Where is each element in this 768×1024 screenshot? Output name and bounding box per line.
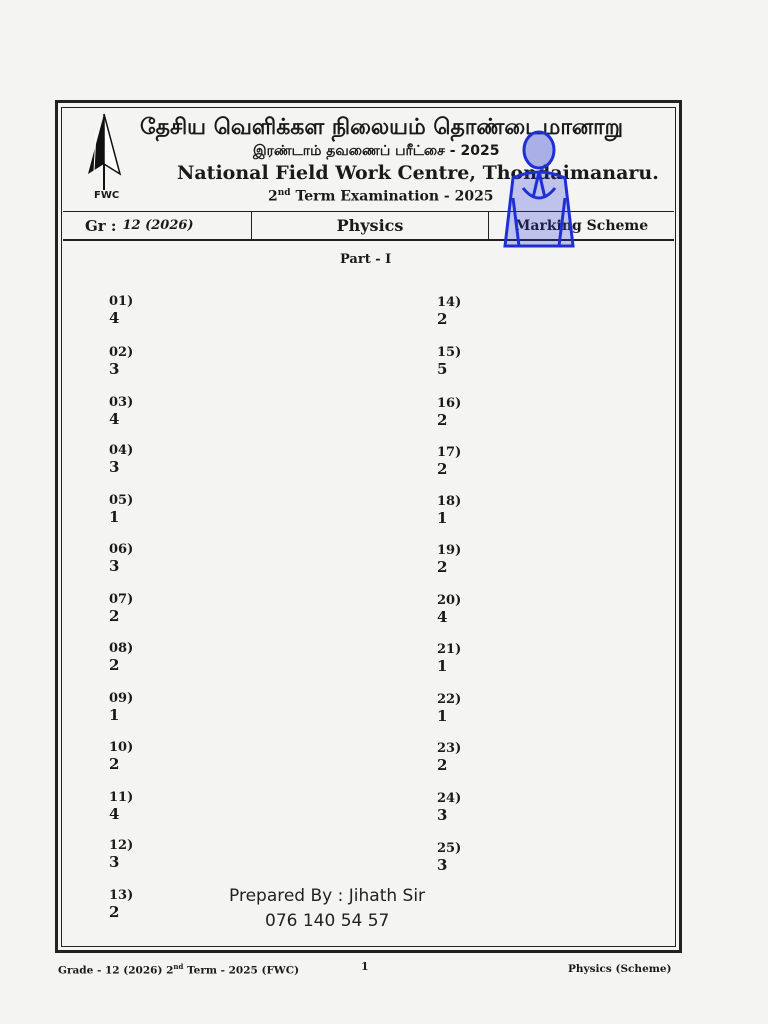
question-number: 16) xyxy=(437,396,462,411)
person-stamp xyxy=(493,128,583,248)
centre-title: National Field Work Centre, Thondaimanaru. xyxy=(177,162,659,184)
answer-row xyxy=(437,295,497,328)
answer-value: 3 xyxy=(437,856,448,874)
answer-value: 3 xyxy=(437,806,448,824)
answer-value: 3 xyxy=(109,458,120,476)
tamil-title: தேசிய வெளிக்கள நிலையம் தொண்டைமானாறு xyxy=(140,115,624,140)
answer-row xyxy=(109,740,169,773)
answer-row xyxy=(109,345,169,378)
answer-row xyxy=(437,494,497,527)
question-number: 03) xyxy=(109,395,134,410)
answer-value: 4 xyxy=(437,608,448,626)
question-number: 10) xyxy=(109,740,134,755)
answer-row xyxy=(437,642,497,675)
answer-value: 1 xyxy=(437,657,448,675)
answer-value: 1 xyxy=(437,509,448,527)
answer-row xyxy=(437,543,497,576)
answer-value: 1 xyxy=(109,508,120,526)
answer-row xyxy=(109,443,169,476)
answer-row xyxy=(437,841,497,874)
answer-value: 2 xyxy=(109,903,120,921)
question-number: 11) xyxy=(109,790,134,805)
prepared-by-block xyxy=(229,884,425,934)
question-number: 01) xyxy=(109,294,134,309)
question-number: 14) xyxy=(437,295,462,310)
question-number: 23) xyxy=(437,741,462,756)
logo-text: FWC xyxy=(94,190,120,201)
question-number: 17) xyxy=(437,445,462,460)
answer-value: 2 xyxy=(437,411,448,429)
answer-row xyxy=(109,691,169,724)
tamil-subtitle: இரண்டாம் தவணைப் பரீட்சை - 2025 xyxy=(253,143,500,159)
answer-row xyxy=(437,396,497,429)
answer-value: 2 xyxy=(109,755,120,773)
answer-row xyxy=(437,445,497,478)
answer-row xyxy=(109,493,169,526)
answer-row xyxy=(437,593,497,626)
answer-row xyxy=(109,542,169,575)
answer-value: 1 xyxy=(437,707,448,725)
question-number: 15) xyxy=(437,345,462,360)
question-number: 24) xyxy=(437,791,462,806)
question-number: 25) xyxy=(437,841,462,856)
answer-value: 3 xyxy=(109,360,120,378)
prepared-by-text: Prepared By : Jihath Sir xyxy=(229,886,426,906)
answer-value: 2 xyxy=(437,558,448,576)
question-number: 18) xyxy=(437,494,462,509)
question-number: 13) xyxy=(109,888,134,903)
question-number: 20) xyxy=(437,593,462,608)
answer-value: 4 xyxy=(109,410,120,428)
answer-value: 5 xyxy=(437,360,448,378)
question-number: 05) xyxy=(109,493,134,508)
answer-row xyxy=(109,294,169,327)
question-number: 12) xyxy=(109,838,134,853)
exam-title: 2nd Term Examination - 2025 xyxy=(268,188,494,205)
answer-value: 2 xyxy=(437,756,448,774)
question-number: 02) xyxy=(109,345,134,360)
answer-value: 3 xyxy=(109,557,120,575)
question-number: 09) xyxy=(109,691,134,706)
question-number: 07) xyxy=(109,592,134,607)
question-number: 21) xyxy=(437,642,462,657)
question-number: 08) xyxy=(109,641,134,656)
answer-value: 2 xyxy=(109,607,120,625)
footer-grade: Grade - 12 (2026) 2nd Term - 2025 (FWC) xyxy=(58,962,300,977)
answer-row xyxy=(437,345,497,378)
answer-row xyxy=(109,790,169,823)
answer-value: 4 xyxy=(109,309,120,327)
answer-row xyxy=(109,592,169,625)
subject-cell: Physics xyxy=(252,212,489,239)
doc-type-cell: Marking Scheme xyxy=(514,217,649,234)
question-number: 06) xyxy=(109,542,134,557)
question-number: 19) xyxy=(437,543,462,558)
question-number: 22) xyxy=(437,692,462,707)
phone-number: 076 140 54 57 xyxy=(265,911,390,931)
answer-row xyxy=(437,791,497,824)
part-label: Part - I xyxy=(340,252,392,267)
answer-value: 1 xyxy=(109,706,120,724)
page-number: 1 xyxy=(361,960,369,973)
grade-cell: Gr : 12 (2026) xyxy=(63,212,252,239)
answer-row xyxy=(109,888,169,921)
answer-row xyxy=(437,692,497,725)
footer-subject: Physics (Scheme) xyxy=(568,963,672,975)
answer-row xyxy=(109,641,169,674)
answer-value: 3 xyxy=(109,853,120,871)
question-number: 04) xyxy=(109,443,134,458)
answer-row xyxy=(109,838,169,871)
answer-row xyxy=(109,395,169,428)
answer-value: 2 xyxy=(437,460,448,478)
answer-value: 2 xyxy=(437,310,448,328)
answer-row xyxy=(437,741,497,774)
answer-value: 2 xyxy=(109,656,120,674)
answer-value: 4 xyxy=(109,805,120,823)
